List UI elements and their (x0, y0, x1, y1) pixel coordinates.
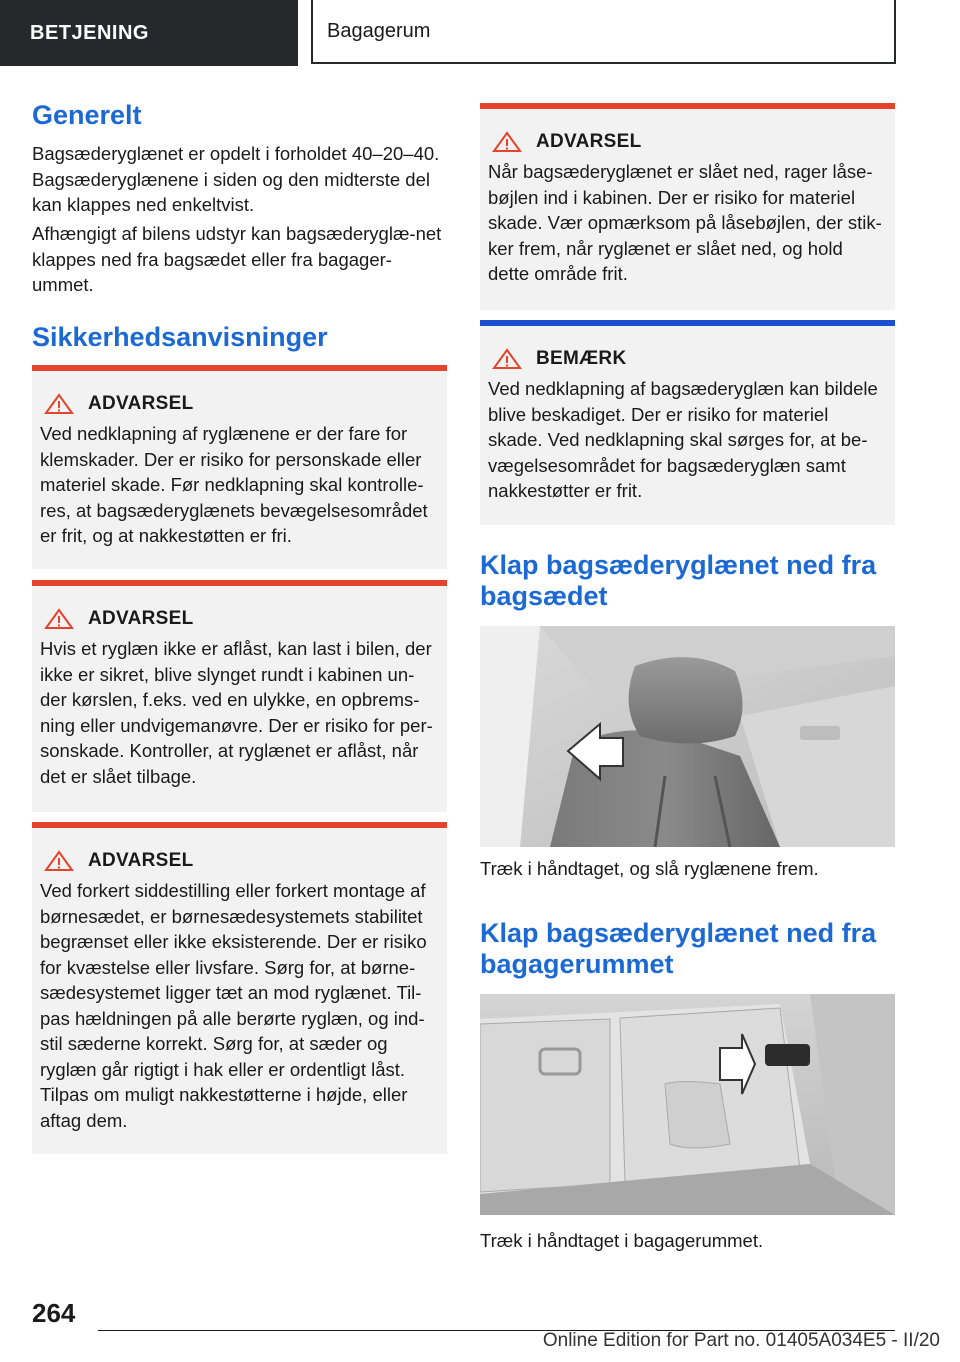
section1-caption: Træk i håndtaget, og slå ryglænene frem. (480, 858, 819, 879)
warning-box-1 (32, 365, 447, 569)
seat-backrest-photo (480, 626, 895, 847)
warning-box-2 (32, 580, 447, 812)
chapter-label: BETJENING (30, 21, 149, 44)
page-number: 264 (32, 1298, 76, 1328)
cargo-handle-photo (480, 994, 895, 1215)
warning-label: ADVARSEL (536, 131, 642, 152)
chapter-tab[interactable] (0, 0, 298, 66)
warning-text: Ved forkert siddestilling eller forkert montage af børnesædet, er børnesædesystemets stabilitet begrænset eller ikke eksisterende. Der er risiko for kvæstelse eller livsfare. Sørg for, at børne-sædesystemet ligger tæt an mod ryglænet. Til-pas hældningen på alle berørte ryglæn, og ind-stil sæderne korrekt. Sørg for, at sæder og ryglæn går rigtigt i hak eller er ordentligt låst. Tilpas om muligt nakkestøtterne i højde, eller aftag dem. (40, 880, 427, 1131)
note-box (480, 320, 895, 525)
warning-triangle-icon (44, 393, 74, 415)
warning-title (40, 608, 437, 630)
safety-heading: Sikkerhedsanvisninger (32, 322, 328, 352)
section-label: Bagagerum (327, 19, 431, 42)
warning-box-3 (32, 822, 447, 1154)
warning-label: ADVARSEL (88, 393, 194, 414)
generelt-heading: Generelt (32, 100, 142, 130)
note-text: Ved nedklapning af bagsæderyglæn kan bildele blive beskadiget. Der er risiko for materiel skade. Ved nedklapning skal sørges for, at be-vægelsesområdet for bagsæderyglæn samt nakkestøtter er frit. (488, 378, 878, 501)
warning-triangle-icon (492, 131, 522, 153)
warning-triangle-icon (492, 348, 522, 370)
warning-text: Når bagsæderyglænet er slået ned, rager låse-bøjlen ind i kabinen. Der er risiko for materiel skade. Vær opmærksom på låsebøjlen, der stik-ker frem, når ryglænet er slået ned, og hold dette område frit. (488, 161, 882, 284)
warning-box-right (480, 103, 895, 310)
generelt-paragraph-2: Afhængigt af bilens udstyr kan bagsæderyglæ-net klappes ned fra bagsædet eller fra bagager-ummet. (32, 223, 442, 295)
note-label: BEMÆRK (536, 348, 627, 369)
warning-title (488, 131, 885, 153)
footer-edition: Online Edition for Part no. 01405A034E5 - II/20 (542, 1330, 940, 1351)
generelt-paragraph-1: Bagsæderyglænet er opdelt i forholdet 40–20–40. Bagsæderyglænene i siden og den midterste del kan klappes ned enkeltvist. (32, 143, 440, 215)
section1-heading: Klap bagsæderyglænet ned fra bagsædet (480, 550, 877, 611)
warning-label: ADVARSEL (88, 850, 194, 871)
warning-triangle-icon (44, 608, 74, 630)
warning-text: Ved nedklapning af ryglænene er der fare for klemskader. Der er risiko for personskade eller materiel skade. Før nedklapning skal kontrolle-res, at bagsæderyglænets bevægelsesområdet er frit, og at nakkestøtten er fri. (40, 423, 428, 546)
warning-label: ADVARSEL (88, 608, 194, 629)
warning-title (40, 393, 437, 415)
warning-triangle-icon (44, 850, 74, 872)
note-title (488, 348, 885, 370)
section2-heading: Klap bagsæderyglænet ned fra bagagerummet (480, 918, 877, 979)
section-header (311, 0, 896, 64)
warning-text: Hvis et ryglæn ikke er aflåst, kan last i bilen, der ikke er sikret, blive slynget rundt i kabinen un-der kørslen, f.eks. ved en ulykke, en opbrems-ning eller undvigemanøvre. Der er risiko for per-sonskade. Kontroller, at ryglænet er aflåst, når det er slået tilbage. (40, 638, 433, 787)
section2-caption: Træk i håndtaget i bagagerummet. (480, 1230, 764, 1251)
warning-title (40, 850, 437, 872)
